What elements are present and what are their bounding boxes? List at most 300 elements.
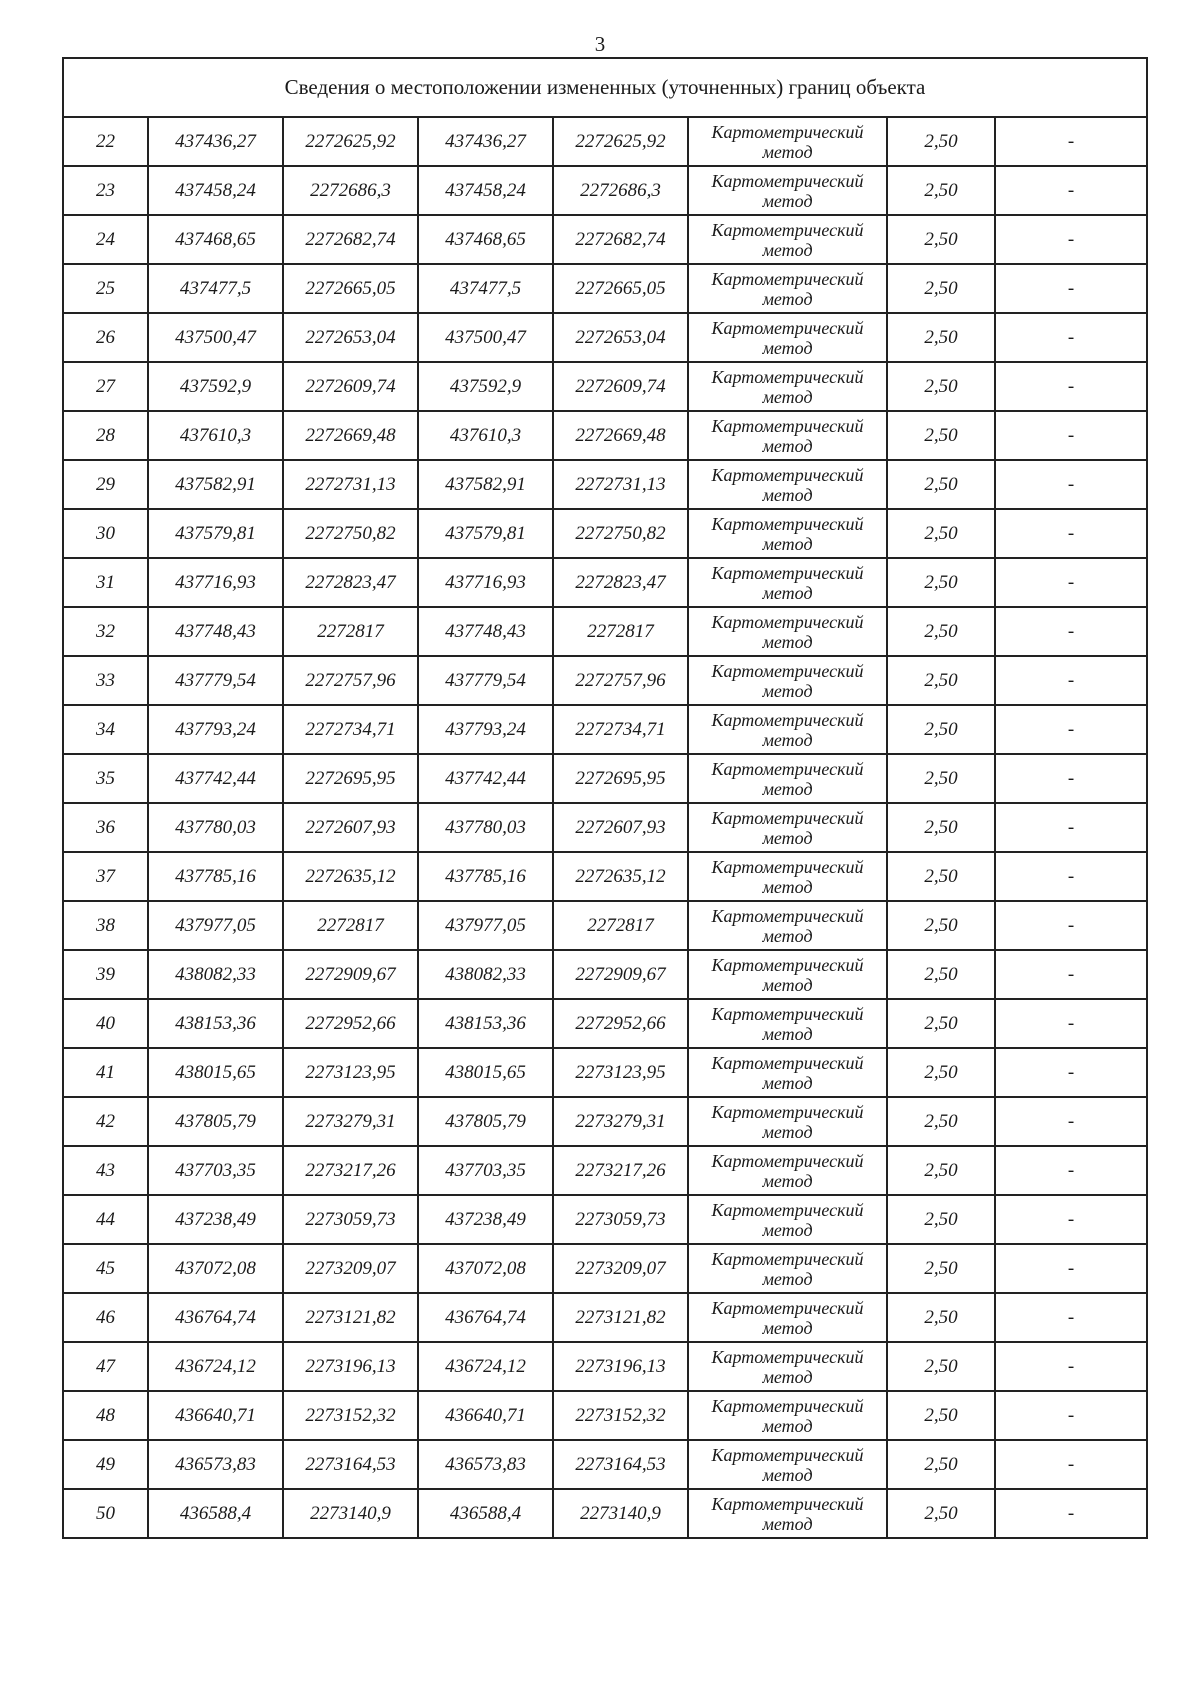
existing-y-cell: 2272757,96: [283, 656, 418, 705]
accuracy-cell: 2,50: [887, 1195, 995, 1244]
refined-x-cell: 437785,16: [418, 852, 553, 901]
table-row: [63, 460, 1147, 509]
point-number-cell: 48: [63, 1391, 148, 1440]
refined-y-cell: 2272757,96: [553, 656, 688, 705]
table-row: [63, 1293, 1147, 1342]
method-line1: Картометрический: [711, 660, 864, 681]
method-line1: Картометрический: [711, 1052, 864, 1073]
refined-y-cell: 2272665,05: [553, 264, 688, 313]
existing-y-cell: 2273164,53: [283, 1440, 418, 1489]
table-row: [63, 705, 1147, 754]
method-cell: [688, 1440, 887, 1489]
method-line2: метод: [762, 1170, 813, 1191]
method-line1: Картометрический: [711, 709, 864, 730]
refined-y-cell: 2273121,82: [553, 1293, 688, 1342]
method-line1: Картометрический: [711, 513, 864, 534]
existing-x-cell: 437072,08: [148, 1244, 283, 1293]
existing-x-cell: 436764,74: [148, 1293, 283, 1342]
refined-x-cell: 437742,44: [418, 754, 553, 803]
refined-y-cell: 2272653,04: [553, 313, 688, 362]
note-cell: -: [995, 460, 1147, 509]
refined-y-cell: 2272731,13: [553, 460, 688, 509]
existing-y-cell: 2272609,74: [283, 362, 418, 411]
note-cell: -: [995, 313, 1147, 362]
point-number-cell: 22: [63, 117, 148, 166]
method-line2: метод: [762, 974, 813, 995]
method-cell: [688, 1097, 887, 1146]
method-line1: Картометрический: [711, 366, 864, 387]
method-line1: Картометрический: [711, 856, 864, 877]
accuracy-cell: 2,50: [887, 803, 995, 852]
accuracy-cell: 2,50: [887, 999, 995, 1048]
existing-y-cell: 2273217,26: [283, 1146, 418, 1195]
note-cell: -: [995, 1342, 1147, 1391]
existing-y-cell: 2272909,67: [283, 950, 418, 999]
table-row: [63, 1489, 1147, 1538]
method-cell: [688, 754, 887, 803]
refined-x-cell: 436588,4: [418, 1489, 553, 1538]
table-row: [63, 509, 1147, 558]
point-number-cell: 50: [63, 1489, 148, 1538]
note-cell: -: [995, 950, 1147, 999]
method-cell: [688, 215, 887, 264]
point-number-cell: 38: [63, 901, 148, 950]
table-row: [63, 950, 1147, 999]
method-cell: [688, 1195, 887, 1244]
note-cell: -: [995, 656, 1147, 705]
accuracy-cell: 2,50: [887, 313, 995, 362]
method-cell: [688, 313, 887, 362]
existing-y-cell: 2273209,07: [283, 1244, 418, 1293]
method-line1: Картометрический: [711, 905, 864, 926]
refined-x-cell: 437582,91: [418, 460, 553, 509]
table-row: [63, 1391, 1147, 1440]
refined-x-cell: 437779,54: [418, 656, 553, 705]
existing-y-cell: 2273196,13: [283, 1342, 418, 1391]
existing-x-cell: 436640,71: [148, 1391, 283, 1440]
note-cell: -: [995, 803, 1147, 852]
refined-x-cell: 436764,74: [418, 1293, 553, 1342]
table-row: [63, 901, 1147, 950]
method-cell: [688, 460, 887, 509]
refined-y-cell: 2273059,73: [553, 1195, 688, 1244]
existing-y-cell: 2272686,3: [283, 166, 418, 215]
method-line2: метод: [762, 1219, 813, 1240]
method-line2: метод: [762, 288, 813, 309]
point-number-cell: 40: [63, 999, 148, 1048]
accuracy-cell: 2,50: [887, 852, 995, 901]
existing-y-cell: 2273123,95: [283, 1048, 418, 1097]
note-cell: -: [995, 1195, 1147, 1244]
refined-y-cell: 2272607,93: [553, 803, 688, 852]
existing-x-cell: 438015,65: [148, 1048, 283, 1097]
existing-x-cell: 437592,9: [148, 362, 283, 411]
method-line1: Картометрический: [711, 464, 864, 485]
existing-y-cell: 2272682,74: [283, 215, 418, 264]
method-cell: [688, 901, 887, 950]
point-number-cell: 32: [63, 607, 148, 656]
refined-x-cell: 438153,36: [418, 999, 553, 1048]
refined-y-cell: 2273140,9: [553, 1489, 688, 1538]
note-cell: -: [995, 1391, 1147, 1440]
point-number-cell: 37: [63, 852, 148, 901]
note-cell: -: [995, 558, 1147, 607]
table-row: [63, 411, 1147, 460]
refined-x-cell: 437468,65: [418, 215, 553, 264]
method-line2: метод: [762, 1023, 813, 1044]
table-row: [63, 1097, 1147, 1146]
refined-x-cell: 436640,71: [418, 1391, 553, 1440]
refined-x-cell: 437793,24: [418, 705, 553, 754]
point-number-cell: 28: [63, 411, 148, 460]
method-line1: Картометрический: [711, 268, 864, 289]
method-line2: метод: [762, 582, 813, 603]
point-number-cell: 43: [63, 1146, 148, 1195]
refined-y-cell: 2272682,74: [553, 215, 688, 264]
refined-x-cell: 437780,03: [418, 803, 553, 852]
existing-y-cell: 2273140,9: [283, 1489, 418, 1538]
method-cell: [688, 803, 887, 852]
refined-y-cell: 2273123,95: [553, 1048, 688, 1097]
method-line1: Картометрический: [711, 1150, 864, 1171]
method-line2: метод: [762, 533, 813, 554]
note-cell: -: [995, 362, 1147, 411]
point-number-cell: 35: [63, 754, 148, 803]
note-cell: -: [995, 166, 1147, 215]
method-line2: метод: [762, 631, 813, 652]
note-cell: -: [995, 999, 1147, 1048]
note-cell: -: [995, 215, 1147, 264]
existing-x-cell: 437805,79: [148, 1097, 283, 1146]
accuracy-cell: 2,50: [887, 607, 995, 656]
method-line1: Картометрический: [711, 121, 864, 142]
existing-x-cell: 437500,47: [148, 313, 283, 362]
existing-x-cell: 437582,91: [148, 460, 283, 509]
table-row: [63, 1146, 1147, 1195]
table-row: [63, 852, 1147, 901]
point-number-cell: 44: [63, 1195, 148, 1244]
method-line2: метод: [762, 239, 813, 260]
page-number: 3: [594, 32, 606, 56]
table-row: [63, 558, 1147, 607]
existing-x-cell: 436573,83: [148, 1440, 283, 1489]
method-line1: Картометрический: [711, 1248, 864, 1269]
method-line1: Картометрический: [711, 219, 864, 240]
method-line1: Картометрический: [711, 611, 864, 632]
existing-x-cell: 438082,33: [148, 950, 283, 999]
method-line2: метод: [762, 925, 813, 946]
point-number-cell: 23: [63, 166, 148, 215]
table-row: [63, 1244, 1147, 1293]
method-cell: [688, 558, 887, 607]
accuracy-cell: 2,50: [887, 1097, 995, 1146]
method-line1: Картометрический: [711, 1199, 864, 1220]
table-row: [63, 803, 1147, 852]
table-row: [63, 1195, 1147, 1244]
method-line1: Картометрический: [711, 954, 864, 975]
accuracy-cell: 2,50: [887, 950, 995, 999]
refined-y-cell: 2272952,66: [553, 999, 688, 1048]
accuracy-cell: 2,50: [887, 1342, 995, 1391]
table-header-row: [63, 58, 1147, 117]
note-cell: -: [995, 852, 1147, 901]
existing-x-cell: 437610,3: [148, 411, 283, 460]
accuracy-cell: 2,50: [887, 1244, 995, 1293]
existing-x-cell: 436724,12: [148, 1342, 283, 1391]
refined-y-cell: 2272625,92: [553, 117, 688, 166]
refined-y-cell: 2273209,07: [553, 1244, 688, 1293]
existing-y-cell: 2272817: [283, 901, 418, 950]
point-number-cell: 33: [63, 656, 148, 705]
existing-y-cell: 2272952,66: [283, 999, 418, 1048]
note-cell: -: [995, 509, 1147, 558]
method-line2: метод: [762, 827, 813, 848]
method-cell: [688, 1244, 887, 1293]
existing-x-cell: 437742,44: [148, 754, 283, 803]
method-line1: Картометрический: [711, 1003, 864, 1024]
note-cell: -: [995, 1293, 1147, 1342]
existing-x-cell: 437238,49: [148, 1195, 283, 1244]
refined-x-cell: 437500,47: [418, 313, 553, 362]
method-cell: [688, 1391, 887, 1440]
accuracy-cell: 2,50: [887, 1489, 995, 1538]
existing-y-cell: 2272635,12: [283, 852, 418, 901]
method-cell: [688, 264, 887, 313]
method-line1: Картометрический: [711, 807, 864, 828]
method-line1: Картометрический: [711, 562, 864, 583]
note-cell: -: [995, 117, 1147, 166]
existing-x-cell: 437579,81: [148, 509, 283, 558]
refined-x-cell: 437592,9: [418, 362, 553, 411]
point-number-cell: 49: [63, 1440, 148, 1489]
accuracy-cell: 2,50: [887, 656, 995, 705]
method-line2: метод: [762, 1513, 813, 1534]
refined-y-cell: 2273152,32: [553, 1391, 688, 1440]
existing-y-cell: 2272607,93: [283, 803, 418, 852]
accuracy-cell: 2,50: [887, 1391, 995, 1440]
refined-x-cell: 436573,83: [418, 1440, 553, 1489]
existing-y-cell: 2272653,04: [283, 313, 418, 362]
refined-x-cell: 437748,43: [418, 607, 553, 656]
existing-x-cell: 437748,43: [148, 607, 283, 656]
existing-x-cell: 436588,4: [148, 1489, 283, 1538]
point-number-cell: 25: [63, 264, 148, 313]
point-number-cell: 39: [63, 950, 148, 999]
existing-y-cell: 2272665,05: [283, 264, 418, 313]
refined-x-cell: 438082,33: [418, 950, 553, 999]
existing-y-cell: 2273121,82: [283, 1293, 418, 1342]
method-line1: Картометрический: [711, 1493, 864, 1514]
accuracy-cell: 2,50: [887, 754, 995, 803]
refined-x-cell: 438015,65: [418, 1048, 553, 1097]
method-cell: [688, 1293, 887, 1342]
method-line1: Картометрический: [711, 1101, 864, 1122]
method-line2: метод: [762, 435, 813, 456]
existing-x-cell: 437436,27: [148, 117, 283, 166]
refined-y-cell: 2272817: [553, 901, 688, 950]
accuracy-cell: 2,50: [887, 362, 995, 411]
existing-x-cell: 437780,03: [148, 803, 283, 852]
method-line1: Картометрический: [711, 758, 864, 779]
method-line2: метод: [762, 1121, 813, 1142]
note-cell: -: [995, 1048, 1147, 1097]
existing-y-cell: 2272731,13: [283, 460, 418, 509]
table-row: [63, 313, 1147, 362]
accuracy-cell: 2,50: [887, 1293, 995, 1342]
table-row: [63, 656, 1147, 705]
point-number-cell: 26: [63, 313, 148, 362]
refined-x-cell: 437458,24: [418, 166, 553, 215]
point-number-cell: 46: [63, 1293, 148, 1342]
refined-x-cell: 437703,35: [418, 1146, 553, 1195]
refined-x-cell: 437238,49: [418, 1195, 553, 1244]
method-line1: Картометрический: [711, 170, 864, 191]
boundary-coordinates-table: [62, 57, 1148, 1539]
existing-y-cell: 2272734,71: [283, 705, 418, 754]
table-row: [63, 117, 1147, 166]
method-cell: [688, 1489, 887, 1538]
note-cell: -: [995, 1244, 1147, 1293]
point-number-cell: 47: [63, 1342, 148, 1391]
existing-x-cell: 437716,93: [148, 558, 283, 607]
accuracy-cell: 2,50: [887, 1146, 995, 1195]
table-row: [63, 607, 1147, 656]
accuracy-cell: 2,50: [887, 1440, 995, 1489]
note-cell: -: [995, 1440, 1147, 1489]
refined-x-cell: 436724,12: [418, 1342, 553, 1391]
method-line2: метод: [762, 484, 813, 505]
existing-y-cell: 2273279,31: [283, 1097, 418, 1146]
accuracy-cell: 2,50: [887, 1048, 995, 1097]
accuracy-cell: 2,50: [887, 901, 995, 950]
method-cell: [688, 852, 887, 901]
refined-x-cell: 437977,05: [418, 901, 553, 950]
table-row: [63, 215, 1147, 264]
table-row: [63, 362, 1147, 411]
refined-y-cell: 2272695,95: [553, 754, 688, 803]
existing-x-cell: 438153,36: [148, 999, 283, 1048]
method-line2: метод: [762, 337, 813, 358]
method-line2: метод: [762, 1366, 813, 1387]
refined-x-cell: 437610,3: [418, 411, 553, 460]
existing-x-cell: 437785,16: [148, 852, 283, 901]
method-line2: метод: [762, 386, 813, 407]
refined-x-cell: 437072,08: [418, 1244, 553, 1293]
refined-x-cell: 437436,27: [418, 117, 553, 166]
existing-y-cell: 2272817: [283, 607, 418, 656]
note-cell: -: [995, 264, 1147, 313]
existing-y-cell: 2272750,82: [283, 509, 418, 558]
existing-x-cell: 437477,5: [148, 264, 283, 313]
refined-y-cell: 2272823,47: [553, 558, 688, 607]
accuracy-cell: 2,50: [887, 264, 995, 313]
method-line1: Картометрический: [711, 1444, 864, 1465]
point-number-cell: 41: [63, 1048, 148, 1097]
point-number-cell: 27: [63, 362, 148, 411]
existing-y-cell: 2273059,73: [283, 1195, 418, 1244]
method-line1: Картометрический: [711, 415, 864, 436]
method-line2: метод: [762, 1317, 813, 1338]
accuracy-cell: 2,50: [887, 411, 995, 460]
method-cell: [688, 1146, 887, 1195]
note-cell: -: [995, 411, 1147, 460]
refined-y-cell: 2272817: [553, 607, 688, 656]
method-cell: [688, 509, 887, 558]
existing-x-cell: 437977,05: [148, 901, 283, 950]
refined-y-cell: 2272609,74: [553, 362, 688, 411]
method-cell: [688, 656, 887, 705]
refined-y-cell: 2272686,3: [553, 166, 688, 215]
note-cell: -: [995, 1097, 1147, 1146]
method-cell: [688, 362, 887, 411]
refined-x-cell: 437805,79: [418, 1097, 553, 1146]
existing-x-cell: 437458,24: [148, 166, 283, 215]
existing-x-cell: 437793,24: [148, 705, 283, 754]
method-cell: [688, 166, 887, 215]
method-cell: [688, 705, 887, 754]
refined-y-cell: 2273196,13: [553, 1342, 688, 1391]
method-line2: метод: [762, 1072, 813, 1093]
existing-y-cell: 2272823,47: [283, 558, 418, 607]
table-row: [63, 999, 1147, 1048]
method-cell: [688, 117, 887, 166]
refined-y-cell: 2272669,48: [553, 411, 688, 460]
accuracy-cell: 2,50: [887, 509, 995, 558]
method-cell: [688, 999, 887, 1048]
method-line2: метод: [762, 141, 813, 162]
method-cell: [688, 1342, 887, 1391]
table-row: [63, 754, 1147, 803]
accuracy-cell: 2,50: [887, 558, 995, 607]
note-cell: -: [995, 754, 1147, 803]
existing-y-cell: 2273152,32: [283, 1391, 418, 1440]
existing-y-cell: 2272625,92: [283, 117, 418, 166]
point-number-cell: 31: [63, 558, 148, 607]
refined-y-cell: 2273164,53: [553, 1440, 688, 1489]
method-cell: [688, 411, 887, 460]
point-number-cell: 36: [63, 803, 148, 852]
note-cell: -: [995, 901, 1147, 950]
point-number-cell: 29: [63, 460, 148, 509]
method-line2: метод: [762, 680, 813, 701]
refined-y-cell: 2272750,82: [553, 509, 688, 558]
point-number-cell: 24: [63, 215, 148, 264]
table-row: [63, 1440, 1147, 1489]
point-number-cell: 45: [63, 1244, 148, 1293]
table-title: Сведения о местоположении измененных (уточненных) границ объекта: [63, 58, 1147, 117]
method-cell: [688, 607, 887, 656]
method-line1: Картометрический: [711, 317, 864, 338]
refined-x-cell: 437477,5: [418, 264, 553, 313]
note-cell: -: [995, 1489, 1147, 1538]
existing-y-cell: 2272669,48: [283, 411, 418, 460]
accuracy-cell: 2,50: [887, 117, 995, 166]
table-row: [63, 264, 1147, 313]
table-row: [63, 166, 1147, 215]
method-line1: Картометрический: [711, 1297, 864, 1318]
method-line2: метод: [762, 876, 813, 897]
method-line2: метод: [762, 1464, 813, 1485]
existing-x-cell: 437779,54: [148, 656, 283, 705]
existing-x-cell: 437703,35: [148, 1146, 283, 1195]
refined-x-cell: 437716,93: [418, 558, 553, 607]
point-number-cell: 30: [63, 509, 148, 558]
accuracy-cell: 2,50: [887, 215, 995, 264]
table-row: [63, 1048, 1147, 1097]
method-line2: метод: [762, 1415, 813, 1436]
accuracy-cell: 2,50: [887, 460, 995, 509]
existing-x-cell: 437468,65: [148, 215, 283, 264]
